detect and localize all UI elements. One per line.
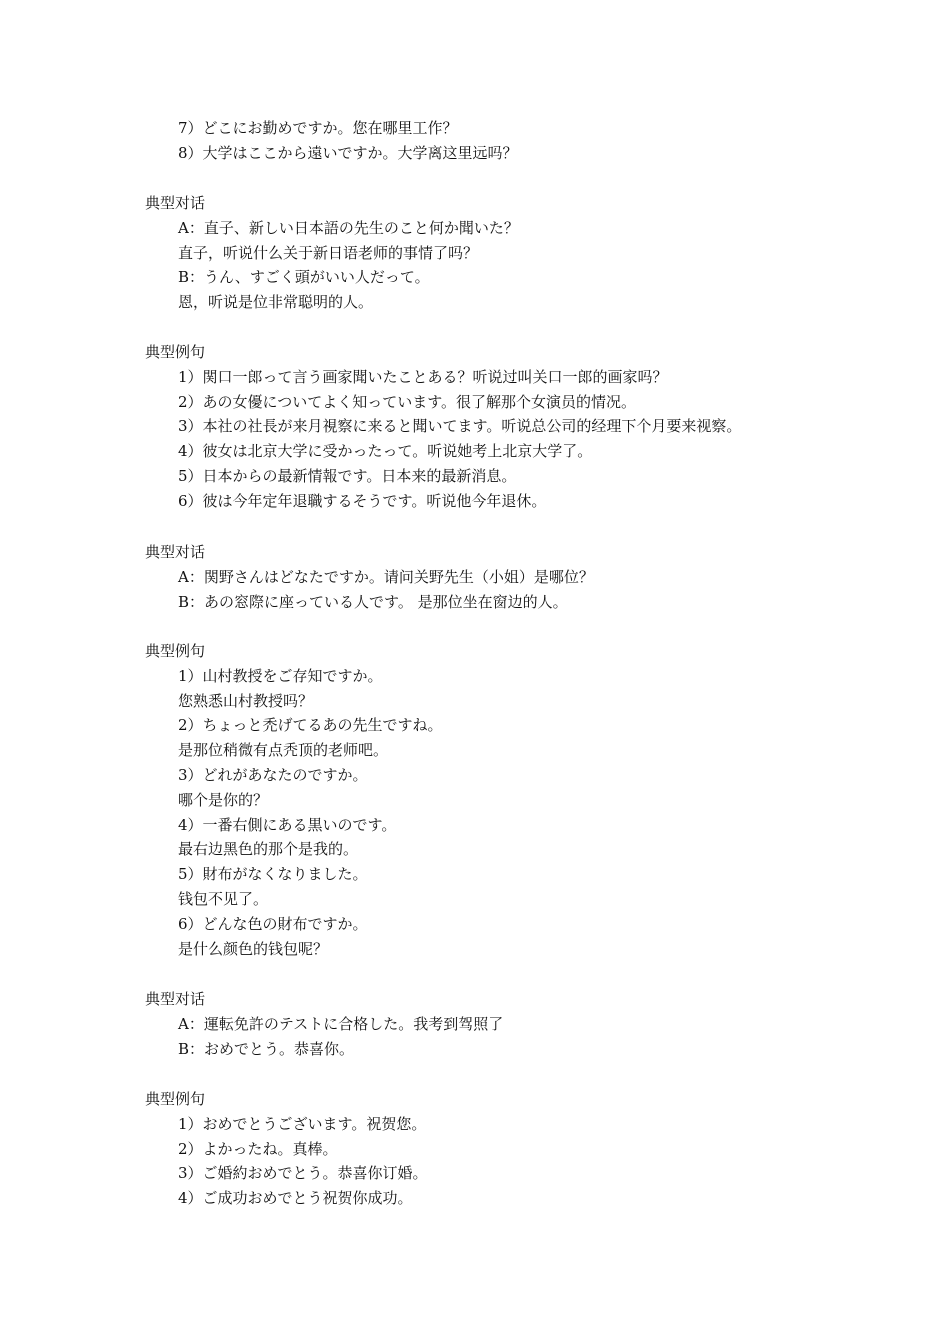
text-line: 1）関口一郎って言う画家聞いたことある？听说过叫关口一郎的画家吗？: [178, 367, 668, 386]
text-line: 3）本社の社長が来月視察に来ると聞いてます。听说总公司的经理下个月要来视察。: [178, 417, 742, 436]
text-line: B：うん、すごく頭がいい人だって。: [178, 268, 430, 287]
text-line: 钱包不见了。: [178, 890, 269, 908]
text-line: 恩，听说是位非常聪明的人。: [178, 293, 374, 312]
text-line: 3）ご婚約おめでとう。恭喜你订婚。: [178, 1164, 428, 1183]
text-line: 直子，听说什么关于新日语老师的事情了吗？: [178, 243, 479, 262]
text-line: 3）どれがあなたのですか。: [178, 766, 368, 784]
text-line: 1）おめでとうございます。祝贺您。: [178, 1114, 427, 1133]
section-heading: 典型对话: [145, 543, 206, 561]
text-line: 5）日本からの最新情報です。日本来的最新消息。: [178, 467, 517, 485]
text-line: A：運転免許のテストに合格した。我考到驾照了: [178, 1014, 504, 1033]
text-line: 6）彼は今年定年退職するそうです。听说他今年退休。: [178, 491, 547, 510]
section-heading: 典型对话: [145, 990, 206, 1008]
text-line: 哪个是你的？: [178, 790, 269, 809]
text-line: A：直子、新しい日本語の先生のこと何か聞いた？: [178, 218, 519, 237]
text-line: 1）山村教授をご存知ですか。: [178, 666, 383, 685]
section-heading: 典型例句: [145, 1090, 206, 1108]
text-line: 2）ちょっと禿げてるあの先生ですね。: [178, 716, 443, 735]
text-line: 您熟悉山村教授吗？: [178, 691, 314, 710]
text-line: 4）ご成功おめでとう祝贺你成功。: [178, 1189, 413, 1208]
text-line: 是那位稍微有点秃顶的老师吧。: [178, 741, 389, 760]
text-line: A：関野さんはどなたですか。请问关野先生（小姐）是哪位？: [178, 567, 594, 586]
section-heading: 典型例句: [145, 642, 206, 660]
text-line: 8）大学はここから遠いですか。大学离这里远吗？: [178, 143, 518, 162]
text-line: 2）あの女優についてよく知っています。很了解那个女演员的情况。: [178, 392, 637, 411]
text-line: 是什么颜色的钱包呢？: [178, 939, 329, 958]
section-heading: 典型对话: [145, 194, 206, 212]
section-heading: 典型例句: [145, 343, 206, 361]
text-line: 2）よかったね。真棒。: [178, 1139, 338, 1158]
text-line: 4）彼女は北京大学に受かったって。听说她考上北京大学了。: [178, 442, 593, 461]
text-line: 7）どこにお勤めですか。您在哪里工作？: [178, 119, 458, 137]
text-line: 6）どんな色の財布ですか。: [178, 914, 368, 933]
text-line: 5）財布がなくなりました。: [178, 865, 368, 884]
text-line: B：あの窓際に座っている人です。 是那位坐在窗边的人。: [178, 592, 568, 611]
text-line: 最右边黑色的那个是我的。: [178, 840, 359, 859]
text-line: 4）一番右側にある黒いのです。: [178, 815, 397, 834]
text-line: B：おめでとう。恭喜你。: [178, 1039, 355, 1058]
